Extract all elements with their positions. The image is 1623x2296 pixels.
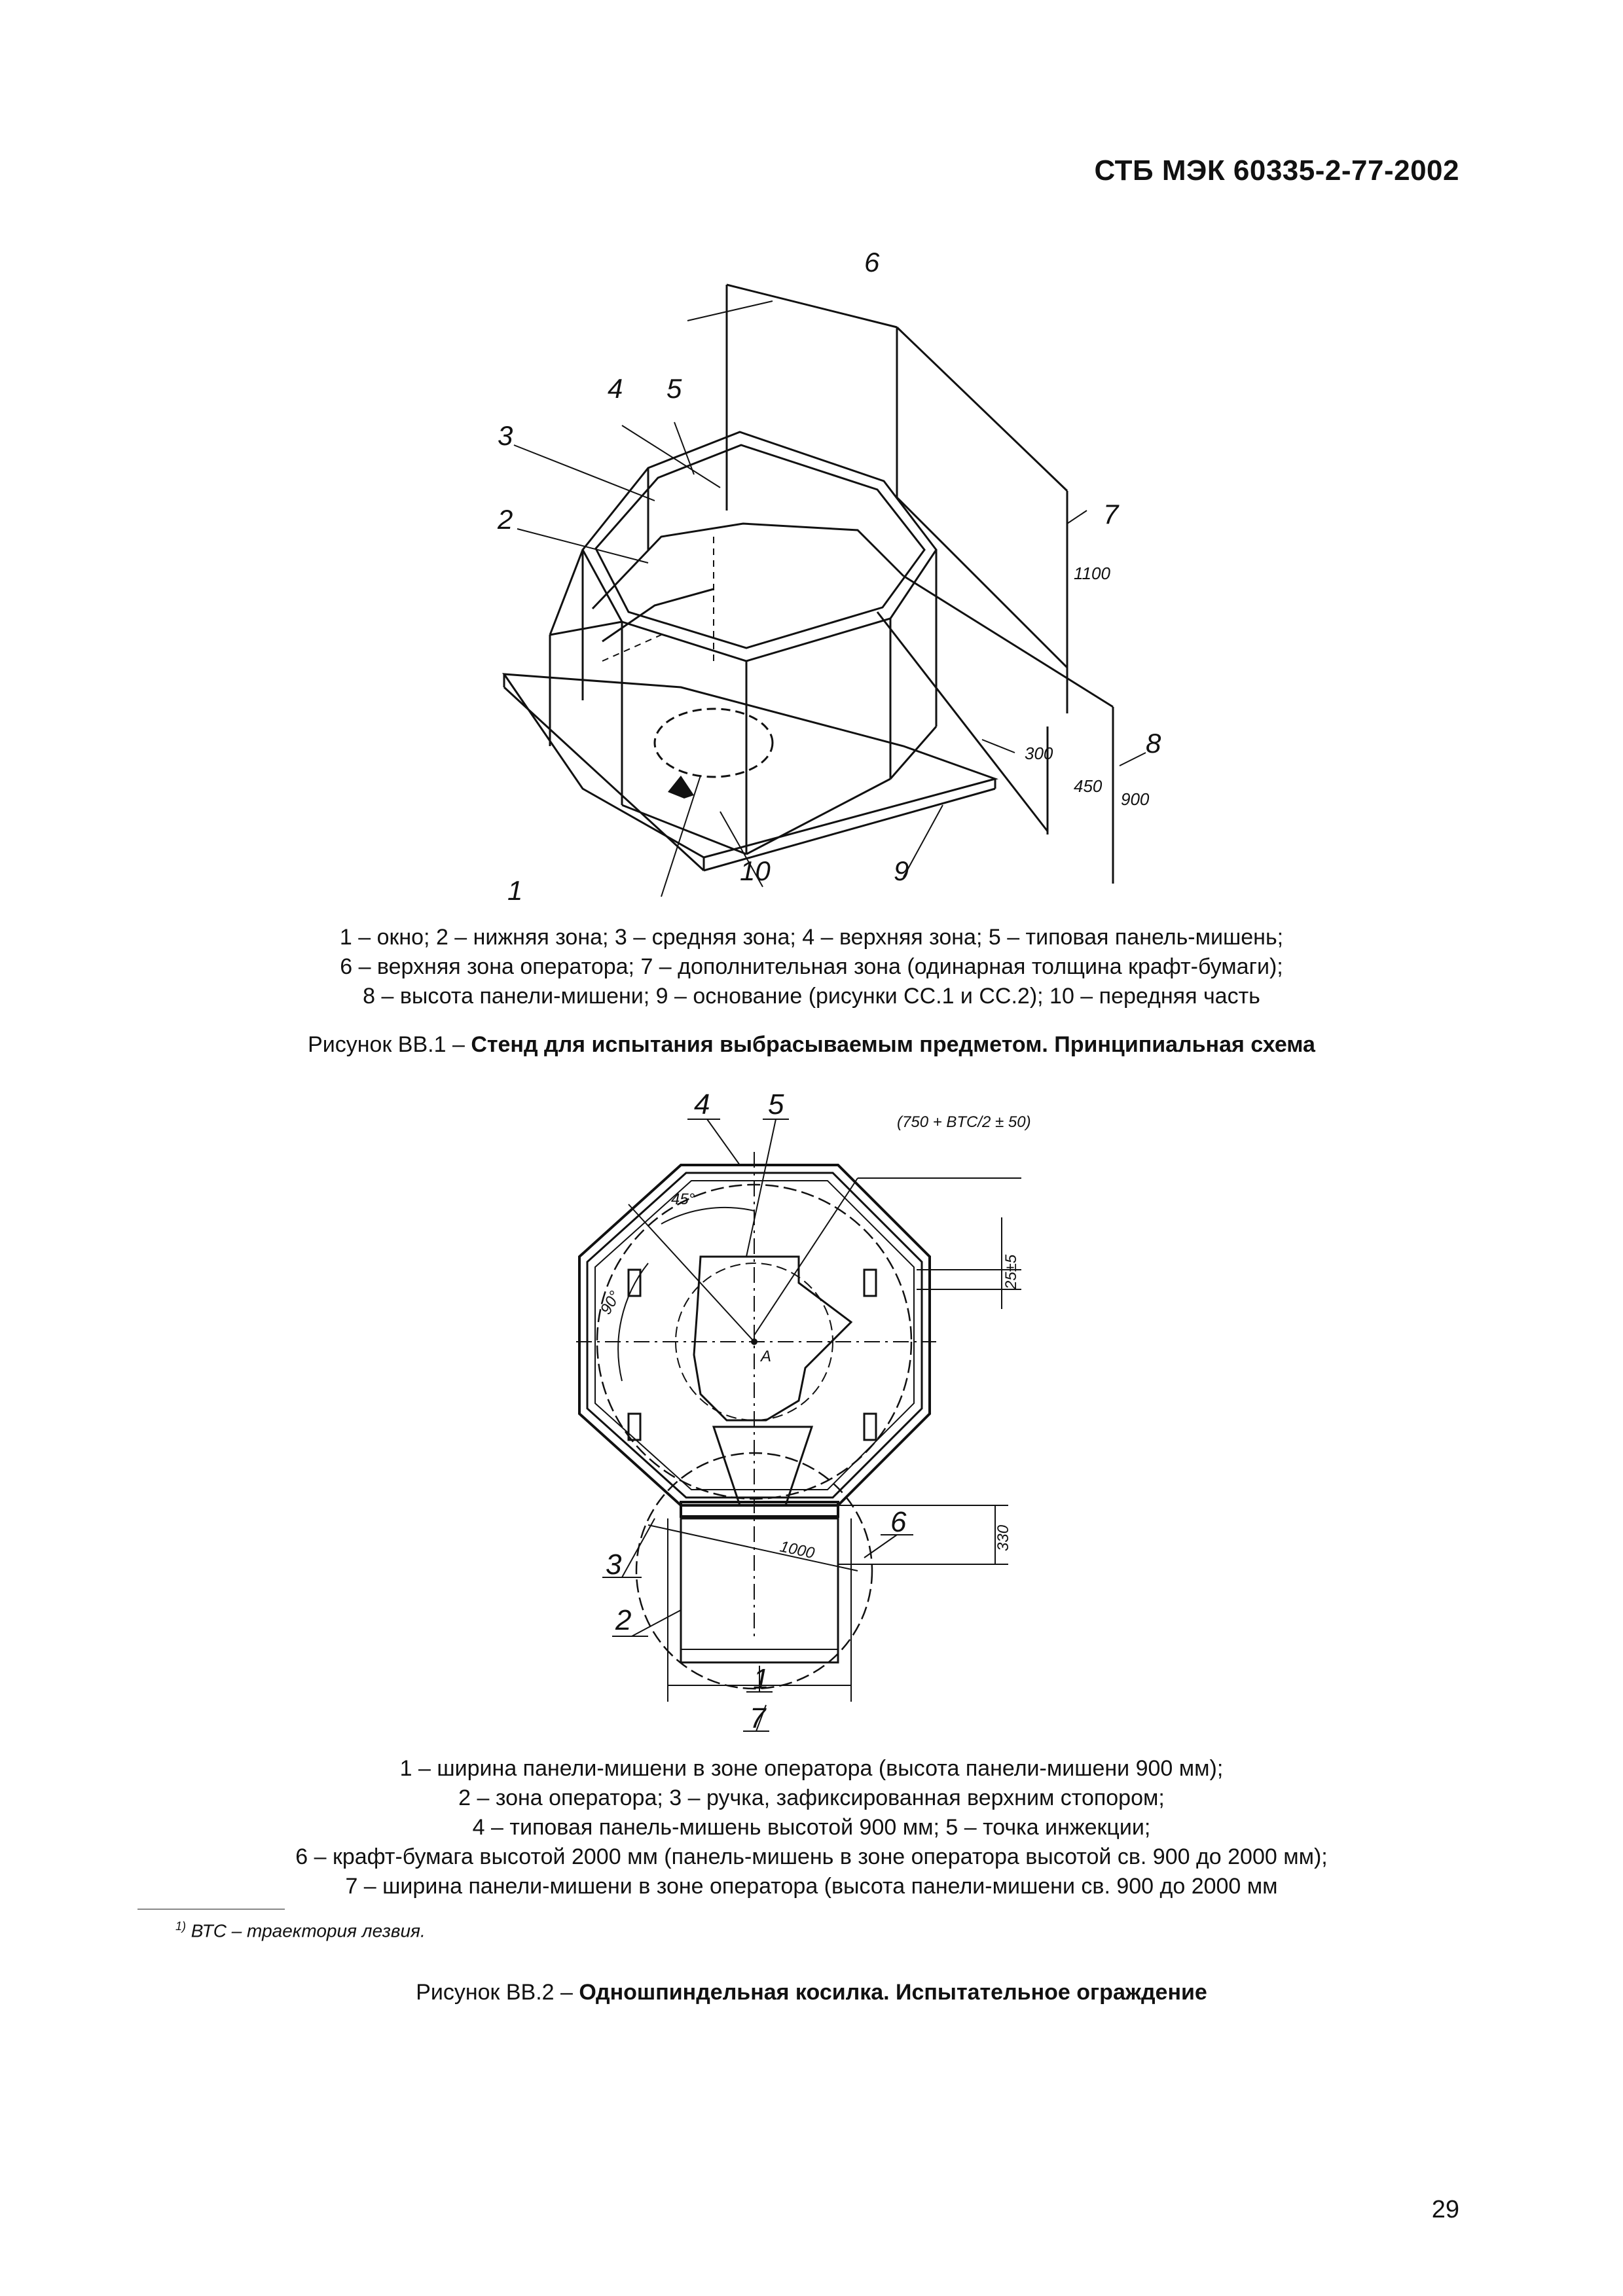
footnote xyxy=(175,1920,426,1941)
fig1-callout-1: 1 xyxy=(507,875,523,906)
fig2-callout-3: 3 xyxy=(606,1549,622,1581)
legend-line: 4 – типовая панель-мишень высотой 900 мм; 5 – точка инжекции; xyxy=(472,1815,1151,1840)
footnote-mark: 1) xyxy=(175,1920,187,1933)
fig1-callout-3: 3 xyxy=(498,420,513,451)
fig2-callout-2: 2 xyxy=(615,1604,632,1636)
fig2-callout-6: 6 xyxy=(890,1506,907,1538)
fig2-angle-45: 45° xyxy=(671,1191,695,1208)
fig2-callout-5: 5 xyxy=(768,1088,784,1121)
caption-title: Одношпиндельная косилка. Испытательное ограждение xyxy=(579,1980,1207,2005)
fig2-formula: (750 + BTC/2 ± 50) xyxy=(897,1113,1031,1131)
legend-line: 6 – верхняя зона оператора; 7 – дополнительная зона (одинарная толщина крафт-бумаги); xyxy=(340,954,1283,979)
fig1-callout-5: 5 xyxy=(666,373,682,404)
octagon-top-outer xyxy=(583,432,936,661)
caption-title: Стенд для испытания выбрасываемым предметом. Принципиальная схема xyxy=(471,1032,1315,1057)
legend-line: 7 – ширина панели-мишени в зоне оператора (высота панели-мишени св. 900 до 2000 мм xyxy=(345,1874,1278,1899)
fig1-callout-9: 9 xyxy=(894,855,909,886)
caption-prefix: Рисунок ВВ.1 – xyxy=(308,1032,471,1057)
fig1-dim-450: 450 xyxy=(1074,776,1103,796)
fig1-callout-2: 2 xyxy=(498,504,513,535)
document-code: СТБ МЭК 60335-2-77-2002 xyxy=(1094,154,1459,187)
figure-1-diagram xyxy=(406,242,1218,910)
fig2-dim-25: 25±5 xyxy=(1002,1254,1020,1289)
footnote-text: ВТС – траектория лезвия. xyxy=(191,1920,426,1941)
figure-1-legend xyxy=(131,923,1492,1011)
fig1-callout-10: 10 xyxy=(740,855,771,886)
figure-2-diagram xyxy=(550,1073,1126,1741)
fig1-dim-900: 900 xyxy=(1121,789,1150,809)
fig1-dim-300: 300 xyxy=(1025,744,1053,763)
footnote-divider xyxy=(137,1909,285,1910)
legend-line: 8 – высота панели-мишени; 9 – основание (рисунки СС.1 и СС.2); 10 – передняя часть xyxy=(363,984,1260,1009)
fig1-callout-4: 4 xyxy=(608,373,623,404)
fig2-dim-1000: 1000 xyxy=(778,1537,816,1562)
page-number: 29 xyxy=(1431,2196,1459,2223)
figure-2-legend xyxy=(131,1754,1492,1901)
fig2-callout-4: 4 xyxy=(694,1088,710,1121)
fig2-callout-1: 1 xyxy=(753,1663,769,1695)
mower-deck xyxy=(694,1257,851,1420)
legend-line: 1 – ширина панели-мишени в зоне оператора (высота панели-мишени 900 мм); xyxy=(399,1756,1224,1781)
legend-line: 2 – зона оператора; 3 – ручка, зафиксированная верхним стопором; xyxy=(458,1785,1165,1810)
fig2-callout-7: 7 xyxy=(750,1702,766,1734)
legend-line: 6 – крафт-бумага высотой 2000 мм (панель-мишень в зоне оператора высотой св. 900 до 2000 мм); xyxy=(295,1844,1328,1869)
fig2-angle-90: 90° xyxy=(596,1288,625,1318)
fig2-point-a: A xyxy=(761,1348,772,1365)
base-plate xyxy=(504,674,995,857)
legend-line: 1 – окно; 2 – нижняя зона; 3 – средняя зона; 4 – верхняя зона; 5 – типовая панель-мишень; xyxy=(339,925,1284,950)
figure-1-caption xyxy=(131,1032,1492,1058)
throw-direction-arrow xyxy=(668,776,694,798)
fig1-callout-8: 8 xyxy=(1146,728,1161,759)
caption-prefix: Рисунок ВВ.2 – xyxy=(416,1980,579,2005)
fig1-callout-7: 7 xyxy=(1103,499,1119,529)
fig1-dim-1100: 1100 xyxy=(1074,564,1110,583)
fig1-callout-6: 6 xyxy=(864,247,880,278)
fig2-dim-330: 330 xyxy=(994,1524,1012,1551)
figure-2-caption xyxy=(131,1980,1492,2005)
